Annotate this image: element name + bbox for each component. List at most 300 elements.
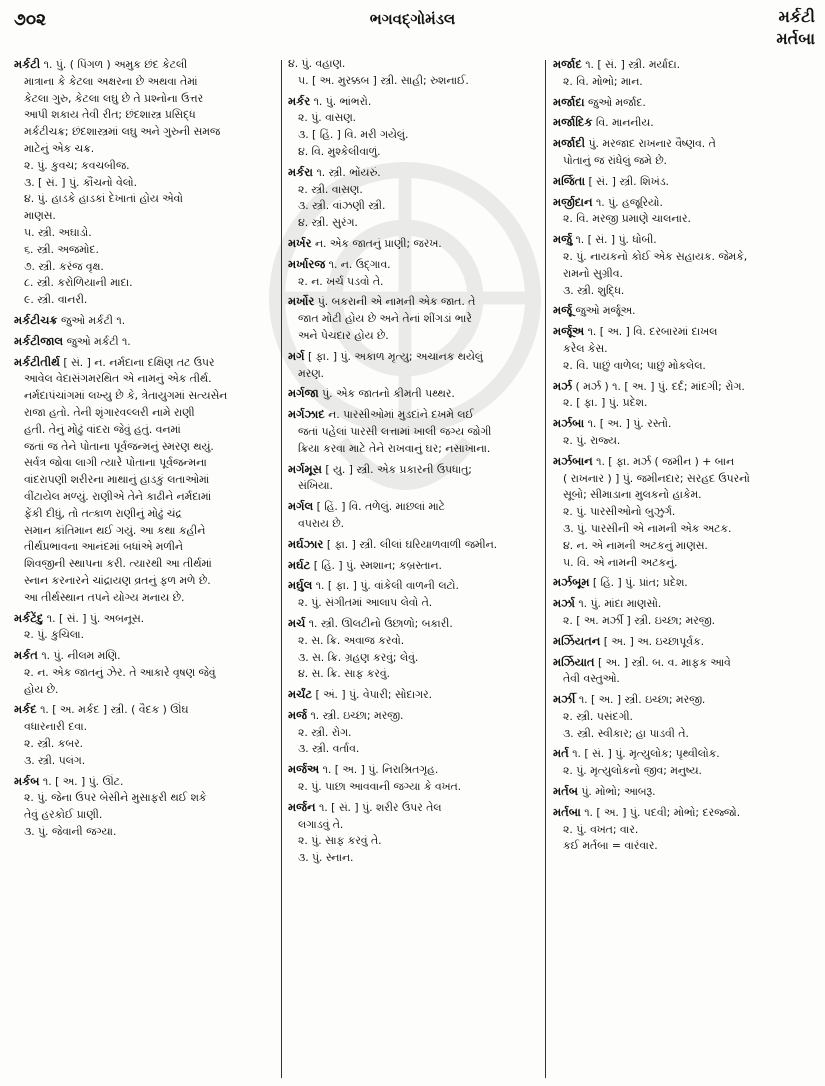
definition-text: જુઓ મર્કટી ૧. xyxy=(66,334,131,348)
entry-first-line xyxy=(288,577,540,595)
headword: મર્ચ xyxy=(288,615,306,630)
headword: મર્ઝબાન xyxy=(553,453,593,468)
dictionary-entry xyxy=(14,701,276,769)
headword: મર્ઝબા xyxy=(553,416,585,431)
entry-line xyxy=(288,110,540,127)
entry-line xyxy=(288,595,540,612)
definition-text: ક્રિયા કરવા માટે તેને રાખવાનું ઘર; નસાખાના. xyxy=(298,441,491,455)
definition-text: જુઓ મર્કટી ૧. xyxy=(60,313,126,327)
definition-text: જતાં પહેલાં પારસી લત્તામાં ખાલી જગ્ય જોગી xyxy=(298,424,492,438)
definition-text: ૩. પું. જેવાની જગ્યા. xyxy=(24,825,117,839)
entry-line xyxy=(14,158,276,175)
headword: મર્જાદ xyxy=(553,57,582,71)
definition-text: ૧. [ સં. ] સ્ત્રી. મર્યાદા. xyxy=(585,58,681,71)
dictionary-entry xyxy=(553,231,815,299)
dictionary-entry xyxy=(288,686,540,704)
entry-line xyxy=(553,153,815,170)
definition-text: ૨. પું. કુવચ; કવચબીજ. xyxy=(24,158,130,172)
entry-line xyxy=(553,211,815,228)
dictionary-entry xyxy=(14,610,276,645)
entry-first-line xyxy=(288,686,540,704)
headword: મર્ઘુલ xyxy=(288,578,313,593)
dictionary-entry xyxy=(553,574,815,592)
book-title: ભગવદ્ગોમંડલ xyxy=(369,10,456,28)
dictionary-entry xyxy=(14,312,276,330)
definition-text: ૨. પું. મૃત્યુલોકનો જીવ; મનુષ્ય. xyxy=(563,764,702,778)
entry-line xyxy=(14,556,276,573)
entry-line xyxy=(553,249,815,266)
dictionary-entry xyxy=(553,654,815,689)
entry-line xyxy=(553,487,815,504)
dictionary-entry xyxy=(553,94,815,112)
definition-text: ૭. સ્ત્રી. કરંજ વૃક્ષ. xyxy=(24,259,104,273)
definition-text: ૧. [ અ. ] સ્ત્રી. ઇચ્છા; મરજી. xyxy=(578,693,706,707)
page-number: ૭૦૨ xyxy=(14,10,47,30)
definition-text: ૪. પું. વહાણ. xyxy=(288,57,346,70)
definition-text: માટેનું એક ચક્ર. xyxy=(24,141,95,155)
entry-first-line xyxy=(288,799,540,817)
definition-text: ૨. સ્ત્રી. પસંદગી. xyxy=(563,709,633,723)
entry-line xyxy=(553,555,815,572)
definition-text: સંખિયા. xyxy=(298,479,333,493)
dictionary-entry xyxy=(288,536,540,554)
definition-text: સમાન કાંતિમાન થઈ ગયું. આ કથા કહીને xyxy=(24,523,206,537)
definition-text: પું. મરજાદ રાખનાર વૈષ્ણવ. તે xyxy=(588,137,716,151)
definition-text: [ ફા. ] પું. અકાળ મૃત્યુ; અચાનક થયેલું xyxy=(307,349,483,363)
entry-first-line xyxy=(14,610,276,628)
dictionary-entry xyxy=(288,615,540,683)
definition-text: ૧. [ અ. ] પું. નિરાશ્રિતગૃહ. xyxy=(322,763,439,777)
definition-text: ૩. સ. ક્રિ. ગ્રહણ કરવું; લેવું. xyxy=(298,650,419,664)
definition-text: ૪. ન. એ નામની અટકનું માણસ. xyxy=(563,538,708,552)
entry-line xyxy=(288,725,540,742)
entry-first-line xyxy=(288,235,540,253)
definition-text: મરણ. xyxy=(298,366,325,380)
column-divider-2 xyxy=(545,60,546,1078)
definition-text: ૬. સ્ત્રી. અજમોદ. xyxy=(24,242,99,256)
definition-text: ૧. પું. ( પિંગળ ) અમુક છંદ કેટલી xyxy=(43,58,188,71)
dictionary-entry xyxy=(14,773,276,841)
headword: મર્જાદી xyxy=(553,136,586,151)
entry-line xyxy=(288,182,540,199)
headword: મર્ગ xyxy=(288,348,305,363)
entry-line xyxy=(14,175,276,192)
headword: મર્કરા xyxy=(288,164,314,179)
definition-text: [ અ. ] સ્ત્રી. બ. વ. માફક આવે xyxy=(598,655,731,669)
definition-text: નર્મદાપંચાંગમાં લખ્યુ છે કે, ત્રેતાયુગમાં સત્યસેન xyxy=(24,389,228,403)
entry-line xyxy=(553,726,815,743)
definition-text: ૩. [ સં. ] પું. કૌંચનો વેલો. xyxy=(24,175,138,189)
entry-line xyxy=(14,753,276,770)
entry-line xyxy=(14,124,276,141)
definition-text: પોતાનું જ રાંધેલું જમે છે. xyxy=(563,153,667,167)
entry-line xyxy=(288,441,540,458)
entry-line xyxy=(288,817,540,834)
definition-text: હોય છે. xyxy=(24,682,59,696)
entry-first-line xyxy=(288,615,540,633)
definition-text: ૩. સ્ત્રી. પલંગ. xyxy=(24,753,86,767)
entry-line xyxy=(288,215,540,232)
definition-text: ૨. ન. ખર્ચ પડવો તે. xyxy=(298,274,384,288)
definition-text: ૪. વિ. મુશ્કેલીવાળું. xyxy=(298,144,381,158)
definition-text: સ્નાન કરનારને ચાંદ્રાયણ વ્રતનું ફળ મળે છે. xyxy=(24,573,211,587)
dictionary-entry xyxy=(553,595,815,630)
definition-text: પું. બકરાની એ નામની એક જાત. તે xyxy=(317,295,476,309)
definition-text: [ અં. ] પું. વેપારી; સોદાગર. xyxy=(315,688,433,702)
dictionary-entry xyxy=(553,783,815,801)
headword: મર્કબ xyxy=(14,773,40,788)
entry-first-line xyxy=(288,56,540,73)
entry-line xyxy=(14,242,276,259)
definition-text: સર્વત્ર જોવા લાગી ત્યારે પોતાના પૂર્વજન્મના xyxy=(24,456,207,470)
definition-text: સૂબો; સીમાડાના મુલકનો હાકેમ. xyxy=(563,488,702,502)
entry-line xyxy=(553,671,815,688)
definition-text: ૧. [ સં. ] પું. શરીર ઉપર તેલ xyxy=(319,800,442,814)
headword: મર્ઝબૂમ xyxy=(553,575,590,590)
definition-text: ( મર્ઝ ) ૧. [ અ. ] પું. દર્દ; માંદગી; રોગ. xyxy=(575,379,745,393)
definition-text: ૫. સ્ત્રી. અઘાડો. xyxy=(24,225,92,239)
definition-text: ૨. પું. કુચિલા. xyxy=(24,628,85,642)
entry-first-line xyxy=(14,333,276,351)
dictionary-entry xyxy=(288,56,540,90)
headword: મર્જ xyxy=(288,707,307,722)
entry-first-line xyxy=(553,574,815,592)
entry-line xyxy=(14,472,276,489)
page-header xyxy=(0,0,825,58)
definition-text: રાજા હતો. તેની શૃંગારવલ્લરી નામે રાણી xyxy=(24,405,195,419)
dictionary-entry xyxy=(288,799,540,867)
headword: મર્ઝિયતન xyxy=(553,633,601,648)
definition-text: ૨. [ ફા. ] પું. પ્રદેશ. xyxy=(563,396,648,410)
definition-text: ફેંકી દીધું, તો તત્કાળ રાણીનું મોઢું ચંદ્ર xyxy=(24,506,182,520)
entry-first-line xyxy=(553,231,815,249)
guide-word-first: મર્કટી xyxy=(778,7,815,26)
definition-text: ૧. પું. નીલમ મણિ. xyxy=(41,649,121,663)
definition-text: જાત મોટી હોય છે અને તેનાં શીંગડાં ભારે xyxy=(298,312,472,326)
definition-text: ૪. સ્ત્રી. સુરંગ. xyxy=(298,216,358,230)
dictionary-entry xyxy=(288,385,540,403)
headword: મર્ગઝાદ xyxy=(288,407,325,422)
entry-first-line xyxy=(553,453,815,471)
entry-line xyxy=(14,790,276,807)
entry-line xyxy=(14,627,276,644)
headword: મર્તબા xyxy=(553,804,581,819)
entry-line xyxy=(14,275,276,292)
definition-text: ૨. પું. રાજ્ય. xyxy=(563,433,621,447)
headword: મર્ખોર xyxy=(288,294,315,309)
definition-text: ૫. વિ. એ નામની અટકનું. xyxy=(563,555,678,569)
definition-text: ૧. [ સં. ] પું. મૃત્યુલોક; પૃથ્વીલોક. xyxy=(572,747,720,761)
entry-line xyxy=(288,198,540,215)
entry-line xyxy=(14,824,276,841)
dictionary-entry xyxy=(14,354,276,607)
entry-first-line xyxy=(288,707,540,725)
dictionary-entry xyxy=(14,333,276,351)
headword: મર્ખર xyxy=(288,235,312,250)
definition-text: ૨. પું. સંગીતમાં આલાપ લેવો તે. xyxy=(298,596,433,610)
dictionary-entry xyxy=(553,56,815,91)
definition-text: અને પેચદાર હોય છે. xyxy=(298,328,389,342)
entry-line xyxy=(288,850,540,867)
dictionary-entry xyxy=(288,406,540,457)
headword: મર્જન xyxy=(288,799,316,814)
entry-line xyxy=(14,807,276,824)
definition-text: શિવજીની સ્થાપના કરી. ત્યારથી આ તીર્થમાં xyxy=(24,557,212,571)
definition-text: [ સં. ] ન. નર્મદાના દક્ષિણ તટ ઉપર xyxy=(63,355,215,369)
definition-text: માત્રાના કે કેટલા અક્ષરના છે અથવા તેમાં xyxy=(24,74,198,88)
entry-first-line xyxy=(14,647,276,665)
entry-first-line xyxy=(553,378,815,396)
definition-text: ૩. સ્ત્રી. શુદ્ધિ. xyxy=(563,283,625,297)
dictionary-entry xyxy=(553,302,815,320)
definition-text: ૨. [ અ. મર્ઝી ] સ્ત્રી. ઇચ્છા; મરજી. xyxy=(563,613,716,627)
definition-text: ૪. પું. હાડકે હાડકાં દેખાતાં હોય એવો xyxy=(24,192,183,206)
entry-line xyxy=(14,539,276,556)
headword: મર્ખારજ xyxy=(288,256,326,271)
dictionary-entry xyxy=(553,135,815,170)
entry-first-line xyxy=(14,354,276,372)
definition-text: તેવી વસ્તુઓ. xyxy=(563,672,620,686)
entry-first-line xyxy=(553,415,815,433)
headword: મર્ઝ xyxy=(553,378,573,393)
headword: મર્જિતા xyxy=(553,173,586,188)
definition-text: ૮. સ્ત્રી. કરોળિયાની માદા. xyxy=(24,276,133,290)
entry-first-line xyxy=(553,691,815,709)
definition-text: ૧. ન. ઉદ્ગાવ. xyxy=(328,257,391,271)
entry-line xyxy=(14,573,276,590)
entry-first-line xyxy=(553,194,815,212)
definition-text: વપરાય છે. xyxy=(298,516,345,530)
definition-text: [ હિં. ] વિ. તળેલું. માછલાં માટે xyxy=(316,500,445,514)
entry-line xyxy=(14,292,276,309)
entry-first-line xyxy=(288,348,540,366)
dictionary-entry xyxy=(288,293,540,344)
headword: મર્ગલ xyxy=(288,499,314,514)
headword: મર્જાદા xyxy=(553,94,585,109)
entry-line xyxy=(553,283,815,300)
headword: મર્ગમૂસ xyxy=(288,461,322,476)
definition-text: ૩. સ્ત્રી. વાંઝણી સ્ત્રી. xyxy=(298,199,386,213)
definition-text: ૧. [ અ. ] પું. પદવી; મોભો; દરજ્જો. xyxy=(584,805,741,819)
guide-word-last: મર્તબા xyxy=(776,29,815,48)
dictionary-entry xyxy=(14,56,276,309)
definition-text: ૨. ન. એક જાતનું ઝેર. તે આકારે વૃષણ જેવું xyxy=(24,665,216,679)
entry-first-line xyxy=(553,135,815,153)
guide-words xyxy=(776,6,815,50)
entry-line xyxy=(553,709,815,726)
entry-first-line xyxy=(288,293,540,311)
entry-first-line xyxy=(288,164,540,182)
definition-text: ૩. પું. સ્નાન. xyxy=(298,851,354,865)
definition-text: કેટલા ગુરુ, કેટલા લઘુ છે તે પ્રશ્નોના ઉત્તર xyxy=(24,91,204,105)
definition-text: ૨. પું. વાસણ. xyxy=(298,111,357,125)
headword: મર્કટેંદુ xyxy=(14,610,44,625)
entry-line xyxy=(14,74,276,91)
entry-line xyxy=(553,433,815,450)
definition-text: ૩. [ હિં. ] વિ. મરી ગયેલું. xyxy=(298,128,409,142)
definition-text: ૧. [ અ. મર્કદ ] સ્ત્રી. ( વૈદક ) ઊંઘ xyxy=(40,703,189,717)
headword: મર્જીદાન xyxy=(553,194,593,209)
entry-first-line xyxy=(553,745,815,763)
dictionary-entry xyxy=(288,256,540,291)
entry-first-line xyxy=(553,783,815,801)
dictionary-entry xyxy=(553,804,815,855)
definition-text: ૨. સ્ત્રી. રોગ. xyxy=(298,725,352,739)
definition-text: પું. મોભો; આબરૂ. xyxy=(581,785,656,799)
definition-text: ૧. પું. હજૂરિયો. xyxy=(596,195,663,209)
definition-text: ન. એક જાતનું પ્રાણી; જરખ. xyxy=(314,236,442,250)
entry-first-line xyxy=(553,56,815,74)
definition-text: જુઓ મર્જાદ. xyxy=(588,95,646,109)
definition-text: [ હિં. ] પું. સ્મશાન; કબ્રસ્તાન. xyxy=(313,558,442,572)
dictionary-entry xyxy=(288,498,540,533)
entry-line xyxy=(14,665,276,682)
entry-line xyxy=(14,405,276,422)
headword: મર્ઝિયાત xyxy=(553,654,595,669)
headword: મર્જૂઅ xyxy=(553,324,585,339)
entry-line xyxy=(288,779,540,796)
definition-text: માણસ. xyxy=(24,209,56,223)
dictionary-entry xyxy=(14,647,276,698)
headword: મર્કર xyxy=(288,93,311,108)
definition-text: તેવું હરકોઈ પ્રાણી. xyxy=(24,808,103,822)
entry-first-line xyxy=(14,773,276,791)
headword: મર્તબ xyxy=(553,784,578,799)
entry-line xyxy=(288,650,540,667)
entry-line xyxy=(553,538,815,555)
definition-text: ૨. પું. સાફ કરવું તે. xyxy=(298,834,382,848)
entry-line xyxy=(14,489,276,506)
definition-text: ( રાખનાર ) ] પું. જમીનદાર; સરહદ ઉપરનો xyxy=(563,471,750,485)
definition-text: ૧. [ અ. ] વિ. દરબારમાં દાખલ xyxy=(587,325,718,339)
definition-text: ૧. પું. માંદા માણસો. xyxy=(578,597,662,611)
entry-line xyxy=(553,613,815,630)
definition-text: ૨. સ્ત્રી. વાસણ. xyxy=(298,182,363,196)
entry-first-line xyxy=(288,461,540,479)
entry-line xyxy=(288,833,540,850)
dictionary-entry xyxy=(288,164,540,232)
dictionary-entry xyxy=(288,93,540,161)
definition-text: લગાડવું તે. xyxy=(298,817,344,831)
definition-text: પું. એક જાતનો કીમતી પથ્થર. xyxy=(322,387,455,401)
headword: મર્ઝી xyxy=(553,692,576,707)
headword: મર્ત xyxy=(553,746,569,761)
entry-line xyxy=(14,506,276,523)
definition-text: [ યુ. ] સ્ત્રી. એક પ્રકારની ઉપધાતુ; xyxy=(325,462,472,476)
definition-text: ૨. વિ. મોભો; માન. xyxy=(563,74,643,88)
headword: મર્કટી xyxy=(14,57,41,71)
entry-line xyxy=(288,741,540,758)
entry-line xyxy=(14,225,276,242)
dictionary-entry xyxy=(553,415,815,450)
entry-line xyxy=(288,73,540,90)
definition-text: ૨. પું. જેના ઉપર બેસીને મુસાફરી થઈ શકે xyxy=(24,791,207,805)
entry-line xyxy=(553,504,815,521)
entry-first-line xyxy=(553,302,815,320)
definition-text: ૧. પું. ભાંભરો. xyxy=(313,94,372,108)
entry-first-line xyxy=(288,385,540,403)
definition-text: ૩. સ્ત્રી. વર્તાવ. xyxy=(298,742,360,756)
definition-text: જુઓ મર્જૂઅ. xyxy=(575,304,636,318)
entry-line xyxy=(553,74,815,91)
entry-line xyxy=(14,208,276,225)
definition-text: વિ. માનનીય. xyxy=(595,116,654,130)
entry-first-line xyxy=(14,701,276,719)
definition-text: [ સં. ] સ્ત્રી. શિખંડ. xyxy=(588,174,669,188)
headword: મર્કટીજાલ xyxy=(14,333,64,348)
entry-line xyxy=(553,341,815,358)
headword: મર્કટીચક્ર xyxy=(14,312,58,327)
entry-first-line xyxy=(553,595,815,613)
definition-text: ૧. [ ફા. મર્ઝ ( જમીન ) + બાન xyxy=(596,454,735,468)
entry-line xyxy=(288,127,540,144)
entry-line xyxy=(14,682,276,699)
entry-first-line xyxy=(288,761,540,779)
headword: મર્ઘટ xyxy=(288,557,311,572)
entry-first-line xyxy=(14,312,276,330)
entry-line xyxy=(553,763,815,780)
headword: મર્ચંટ xyxy=(288,687,313,702)
definition-text: ૯. સ્ત્રી. વાનરી. xyxy=(24,293,88,307)
entry-line xyxy=(14,259,276,276)
entry-line xyxy=(14,523,276,540)
entry-line xyxy=(553,822,815,839)
entry-first-line xyxy=(553,654,815,672)
definition-text: જતાં જ તેને પોતાના પૂર્વજન્મનું સ્મરણ થયું. xyxy=(24,439,214,453)
entry-first-line xyxy=(288,498,540,516)
entry-line xyxy=(553,521,815,538)
dictionary-entry xyxy=(288,348,540,383)
definition-text: હતી. તેનું મોઢું વાંદરા જેવું હતું. વનમાં xyxy=(24,422,181,436)
definition-text: ૧. સ્ત્રી. ઇચ્છા; મરજી. xyxy=(310,708,404,722)
entry-first-line xyxy=(553,804,815,822)
entry-first-line xyxy=(288,557,540,575)
entry-first-line xyxy=(553,323,815,341)
headword: મર્કટીતીર્થ xyxy=(14,354,60,369)
dictionary-entry xyxy=(288,577,540,612)
entry-first-line xyxy=(553,114,815,132)
entry-line xyxy=(553,395,815,412)
entry-line xyxy=(14,191,276,208)
entry-line xyxy=(288,328,540,345)
definition-text: ૧. [ ફા. ] પું. વાંકેલી વાળની લટો. xyxy=(315,579,459,593)
entry-line xyxy=(14,107,276,124)
headword: મર્કદ xyxy=(14,702,37,717)
dictionary-entry xyxy=(288,707,540,758)
entry-line xyxy=(14,590,276,607)
column-1 xyxy=(14,56,276,1081)
headword: મર્જુ xyxy=(553,232,572,247)
definition-text: રામનો સુગ્રીવ. xyxy=(563,266,623,280)
entry-first-line xyxy=(288,256,540,274)
entry-line xyxy=(553,471,815,488)
entry-first-line xyxy=(553,633,815,651)
entry-line xyxy=(553,266,815,283)
definition-text: ૩. સ્ત્રી. સ્વીકાર; હા પાડવી તે. xyxy=(563,726,689,740)
dictionary-entry xyxy=(553,453,815,572)
entry-first-line xyxy=(553,173,815,191)
definition-text: ૨. સ્ત્રી. કબર. xyxy=(24,737,84,751)
dictionary-entry xyxy=(288,461,540,496)
entry-line xyxy=(288,478,540,495)
definition-text: ૧. સ્ત્રી. ઊલટીનો ઉછાળો; બકારી. xyxy=(308,616,453,630)
entry-line xyxy=(14,422,276,439)
entry-first-line xyxy=(553,94,815,112)
definition-text: ૧. સ્ત્રી. ભોંયરું. xyxy=(316,165,381,179)
headword: મર્જઅ xyxy=(288,762,320,777)
dictionary-entry xyxy=(553,173,815,191)
dictionary-entry xyxy=(553,745,815,780)
